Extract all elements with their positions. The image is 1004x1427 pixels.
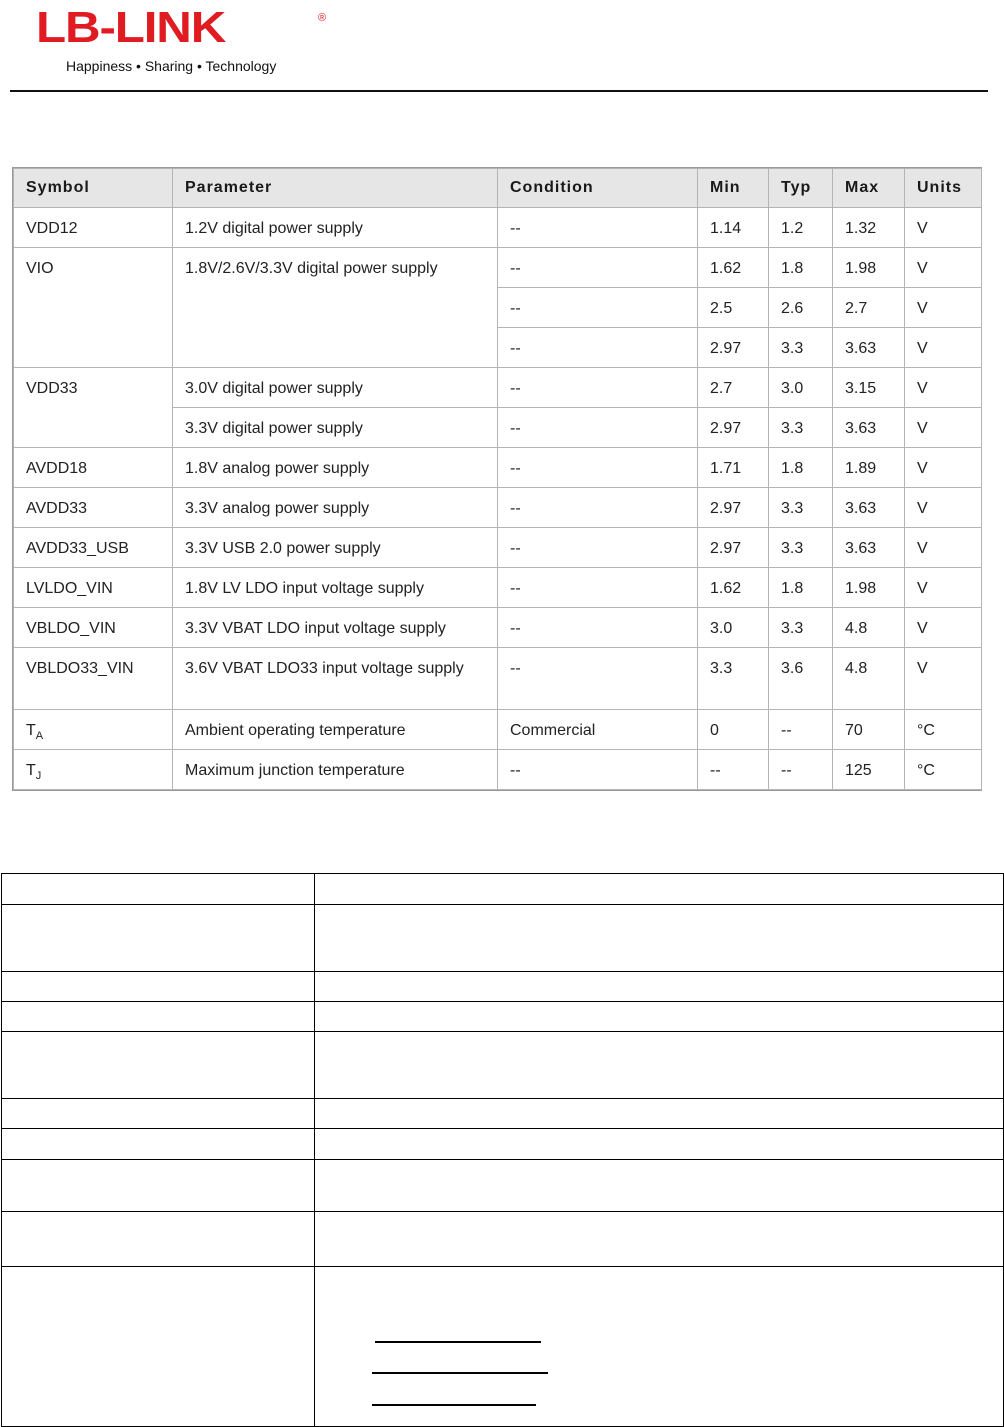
cell-max: 70 (833, 710, 905, 750)
cell-symbol: VBLDO_VIN (14, 608, 173, 648)
table-cell (2, 1212, 315, 1267)
cell-units: °C (905, 750, 982, 790)
cell-min: 2.97 (698, 408, 769, 448)
cell-typ: 3.3 (769, 488, 833, 528)
cell-condition: -- (498, 568, 698, 608)
cell-symbol: AVDD18 (14, 448, 173, 488)
cell-symbol (14, 710, 173, 750)
logo-tagline: Happiness • Sharing • Technology (66, 58, 277, 74)
cell-typ: 3.6 (769, 648, 833, 710)
table-row (2, 905, 1004, 972)
cell-typ: 2.6 (769, 288, 833, 328)
cell-condition: Commercial (498, 710, 698, 750)
table-row (2, 1267, 1004, 1427)
table-cell (315, 1002, 1004, 1032)
cell-typ: 3.3 (769, 528, 833, 568)
spec-table (13, 168, 982, 790)
col-header-symbol: Symbol (14, 169, 173, 208)
cell-typ: 3.3 (769, 608, 833, 648)
cell-min: 0 (698, 710, 769, 750)
table-cell (2, 972, 315, 1002)
cell-max: 1.98 (833, 568, 905, 608)
cell-max: 3.63 (833, 488, 905, 528)
cell-symbol: VIO (14, 248, 173, 368)
table-row (14, 568, 982, 608)
table-cell (2, 1267, 315, 1427)
symbol-main: T (26, 762, 36, 779)
cell-max: 1.98 (833, 248, 905, 288)
table-cell (315, 874, 1004, 905)
cell-typ: 1.2 (769, 208, 833, 248)
table-cell (315, 972, 1004, 1002)
cell-condition: -- (498, 608, 698, 648)
cell-min: 2.97 (698, 328, 769, 368)
cell-max: 1.32 (833, 208, 905, 248)
cell-symbol (14, 750, 173, 790)
cell-max: 2.7 (833, 288, 905, 328)
cell-condition: -- (498, 208, 698, 248)
cell-units: V (905, 608, 982, 648)
cell-min: 1.62 (698, 568, 769, 608)
cell-symbol: VDD12 (14, 208, 173, 248)
table-cell (2, 1032, 315, 1099)
cell-units: V (905, 648, 982, 710)
table-cell (315, 1099, 1004, 1129)
blank-form-table (1, 873, 1004, 1427)
brand-logo (36, 3, 336, 78)
table-cell (2, 874, 315, 905)
table-row (2, 1032, 1004, 1099)
cell-min: 1.71 (698, 448, 769, 488)
table-cell (315, 1160, 1004, 1212)
table-cell (315, 1212, 1004, 1267)
cell-condition: -- (498, 368, 698, 408)
cell-min: 3.0 (698, 608, 769, 648)
cell-condition: -- (498, 528, 698, 568)
col-header-units: Units (905, 169, 982, 208)
symbol-main: T (26, 722, 36, 739)
cell-min: 2.97 (698, 528, 769, 568)
table-cell (2, 1002, 315, 1032)
table-cell (315, 1129, 1004, 1160)
cell-typ: 3.3 (769, 408, 833, 448)
table-row (2, 972, 1004, 1002)
table-cell (2, 1129, 315, 1160)
table-row (2, 1160, 1004, 1212)
cell-parameter: 3.3V VBAT LDO input voltage supply (173, 608, 498, 648)
cell-units: °C (905, 710, 982, 750)
electrical-spec-table (12, 167, 982, 791)
table-row (14, 648, 982, 710)
cell-condition: -- (498, 648, 698, 710)
col-header-max: Max (833, 169, 905, 208)
cell-condition: -- (498, 408, 698, 448)
cell-symbol: VDD33 (14, 368, 173, 448)
spec-header-row (14, 169, 982, 208)
cell-typ: 1.8 (769, 248, 833, 288)
cell-units: V (905, 368, 982, 408)
cell-parameter: 3.3V digital power supply (173, 408, 498, 448)
cell-max: 3.15 (833, 368, 905, 408)
table-row (14, 248, 982, 288)
col-header-parameter: Parameter (173, 169, 498, 208)
cell-parameter: 1.8V analog power supply (173, 448, 498, 488)
cell-condition: -- (498, 248, 698, 288)
cell-parameter: Ambient operating temperature (173, 710, 498, 750)
cell-condition: -- (498, 488, 698, 528)
cell-typ: -- (769, 710, 833, 750)
cell-max: 125 (833, 750, 905, 790)
cell-units: V (905, 248, 982, 288)
cell-typ: 1.8 (769, 448, 833, 488)
cell-typ: 3.0 (769, 368, 833, 408)
table-row (14, 608, 982, 648)
cell-max: 4.8 (833, 608, 905, 648)
cell-max: 4.8 (833, 648, 905, 710)
cell-symbol: AVDD33_USB (14, 528, 173, 568)
symbol-subscript: J (35, 770, 42, 783)
cell-min: 2.97 (698, 488, 769, 528)
cell-units: V (905, 288, 982, 328)
cell-units: V (905, 568, 982, 608)
col-header-condition: Condition (498, 169, 698, 208)
cell-min: 2.5 (698, 288, 769, 328)
table-row (2, 1212, 1004, 1267)
table-row (14, 488, 982, 528)
table-row (2, 1099, 1004, 1129)
cell-typ: -- (769, 750, 833, 790)
cell-units: V (905, 328, 982, 368)
table-row (14, 528, 982, 568)
cell-condition: -- (498, 750, 698, 790)
table-cell (315, 1267, 1004, 1427)
table-cell (2, 905, 315, 972)
table-row (14, 710, 982, 750)
cell-symbol: LVLDO_VIN (14, 568, 173, 608)
table-row (14, 448, 982, 488)
cell-condition: -- (498, 288, 698, 328)
underline-blank (372, 1404, 536, 1406)
table-cell (2, 1160, 315, 1212)
cell-units: V (905, 528, 982, 568)
table-cell (2, 1099, 315, 1129)
cell-max: 3.63 (833, 528, 905, 568)
table-row (2, 874, 1004, 905)
cell-parameter: 1.8V LV LDO input voltage supply (173, 568, 498, 608)
cell-units: V (905, 208, 982, 248)
col-header-min: Min (698, 169, 769, 208)
cell-symbol: VBLDO33_VIN (14, 648, 173, 710)
cell-parameter: 3.3V USB 2.0 power supply (173, 528, 498, 568)
table-cell (315, 1032, 1004, 1099)
cell-parameter: Maximum junction temperature (173, 750, 498, 790)
cell-min: 2.7 (698, 368, 769, 408)
table-row (2, 1002, 1004, 1032)
cell-min: 3.3 (698, 648, 769, 710)
header-divider (10, 90, 988, 92)
cell-units: V (905, 488, 982, 528)
cell-min: 1.14 (698, 208, 769, 248)
cell-condition: -- (498, 448, 698, 488)
cell-parameter: 1.2V digital power supply (173, 208, 498, 248)
table-row (14, 750, 982, 790)
cell-min: 1.62 (698, 248, 769, 288)
cell-min: -- (698, 750, 769, 790)
table-row (14, 208, 982, 248)
cell-typ: 3.3 (769, 328, 833, 368)
symbol-subscript: A (35, 730, 44, 743)
cell-parameter: 3.3V analog power supply (173, 488, 498, 528)
cell-condition: -- (498, 328, 698, 368)
col-header-typ: Typ (769, 169, 833, 208)
underline-blank (375, 1341, 541, 1343)
table-row (14, 368, 982, 408)
cell-typ: 1.8 (769, 568, 833, 608)
logo-text: LB-LINK (36, 3, 226, 52)
logo-registered-mark: ® (318, 12, 327, 24)
underline-blank (372, 1372, 548, 1374)
cell-units: V (905, 408, 982, 448)
table-row (2, 1129, 1004, 1160)
cell-parameter: 3.0V digital power supply (173, 368, 498, 408)
cell-parameter: 3.6V VBAT LDO33 input voltage supply (173, 648, 498, 710)
table-cell (315, 905, 1004, 972)
cell-symbol: AVDD33 (14, 488, 173, 528)
cell-units: V (905, 448, 982, 488)
cell-max: 3.63 (833, 328, 905, 368)
cell-parameter: 1.8V/2.6V/3.3V digital power supply (173, 248, 498, 368)
cell-max: 1.89 (833, 448, 905, 488)
cell-max: 3.63 (833, 408, 905, 448)
